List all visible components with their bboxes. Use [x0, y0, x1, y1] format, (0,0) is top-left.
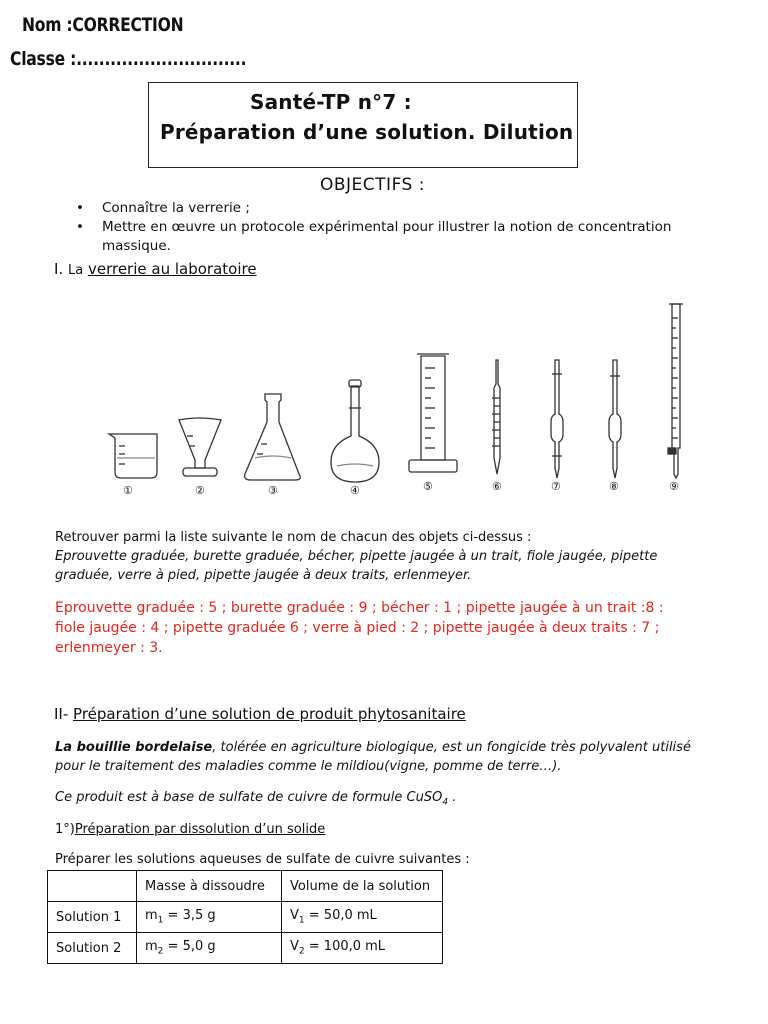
- label-2: ②: [195, 484, 205, 497]
- section1-title: verrerie au laboratoire: [87, 260, 257, 278]
- answer-line1: Eprouvette graduée : 5 ; burette graduée : 9 ; bécher : 1 ; pipette jaugée à un trait :8 :: [55, 600, 664, 616]
- sub1-prefix: 1°): [55, 822, 75, 837]
- verre-a-pied-drawing: [179, 418, 221, 476]
- section1-heading: [54, 260, 257, 278]
- label-5: ⑤: [423, 480, 433, 493]
- objectives-heading: OBJECTIFS :: [320, 175, 425, 195]
- objective-text: Connaître la verrerie ;: [102, 200, 250, 216]
- objectives-list: [76, 199, 736, 256]
- answer-line2: fiole jaugée : 4 ; pipette graduée 6 ; verre à pied : 2 ; pipette jaugée à deux traits : 7 ;: [55, 620, 660, 636]
- label-1: ①: [123, 484, 133, 497]
- table-row: [48, 902, 443, 933]
- label-8: ⑧: [609, 480, 619, 493]
- bouillie-line2: pour le traitement des maladies comme le mildiou(vigne, pomme de terre…).: [55, 759, 562, 774]
- burette-drawing: [668, 304, 683, 478]
- mass-sub: 2: [157, 946, 164, 957]
- sub1-heading: [55, 820, 325, 839]
- mass-cell: [137, 933, 282, 964]
- title-line1: Santé-TP n°7 :: [250, 90, 412, 114]
- question-list-line1: Eprouvette graduée, burette graduée, bécher, pipette jaugée à un trait, fiole jaugée, pipette: [55, 549, 658, 564]
- objective-item: [76, 218, 736, 256]
- volume-symbol: V: [290, 939, 299, 955]
- title-line2: Préparation d’une solution. Dilution: [160, 120, 574, 144]
- section2-title: Préparation d’une solution de produit phytosanitaire: [73, 705, 466, 723]
- label-9: ⑨: [669, 480, 679, 493]
- mass-symbol: m: [145, 908, 158, 924]
- pipette-deux-traits-drawing: [551, 360, 563, 478]
- fiole-jaugee-drawing: [331, 380, 379, 482]
- becher-drawing: [109, 434, 157, 478]
- label-4: ④: [350, 484, 360, 497]
- mass-value: = 3,5 g: [163, 908, 216, 924]
- volume-symbol: V: [290, 908, 299, 924]
- table-header-cell: [48, 871, 137, 902]
- question-prompt: Retrouver parmi la liste suivante le nom de chacun des objets ci-dessus :: [55, 530, 532, 545]
- objective-text-continued: massique.: [102, 238, 171, 254]
- bouillie-formula-sub: 4: [442, 797, 449, 808]
- volume-value: = 50,0 mL: [304, 908, 377, 924]
- bouillie-formula-end: .: [448, 790, 457, 805]
- table-header-cell: Volume de la solution: [282, 871, 443, 902]
- question-list-line2: graduée, verre à pied, pipette jaugée à deux traits, erlenmeyer.: [55, 568, 472, 583]
- mass-value: = 5,0 g: [163, 939, 216, 955]
- eprouvette-drawing: [409, 354, 457, 472]
- section1-prefix: La: [67, 263, 84, 278]
- solutions-table: [47, 870, 443, 964]
- section2-number: II-: [54, 705, 69, 723]
- label-6: ⑥: [492, 480, 502, 493]
- mass-cell: [137, 902, 282, 933]
- table-header-cell: Masse à dissoudre: [137, 871, 282, 902]
- label-7: ⑦: [551, 480, 561, 493]
- pipette-un-trait-drawing: [609, 360, 621, 478]
- table-row: [48, 933, 443, 964]
- table-header-row: [48, 871, 443, 902]
- class-label: Classe :..............................: [10, 48, 247, 70]
- prepare-text: Préparer les solutions aqueuses de sulfate de cuivre suivantes :: [55, 852, 470, 867]
- erlenmeyer-drawing: [245, 394, 301, 480]
- volume-sub: 1: [298, 915, 305, 926]
- name-label: Nom :CORRECTION: [22, 14, 184, 36]
- solution-name: Solution 1: [48, 902, 137, 933]
- bouillie-formula-text: Ce produit est à base de sulfate de cuivre de formule CuSO: [55, 790, 443, 805]
- bouillie-line1-rest: , tolérée en agriculture biologique, est un fongicide très polyvalent utilisé: [212, 740, 691, 755]
- objective-text: Mettre en œuvre un protocole expérimental pour illustrer la notion de concentration: [102, 219, 672, 235]
- mass-sub: 1: [157, 915, 164, 926]
- pipette-graduee-drawing: [492, 360, 500, 474]
- glassware-illustration: [95, 298, 715, 510]
- label-3: ③: [268, 484, 278, 497]
- objective-item: [76, 199, 736, 218]
- bouillie-line3: [55, 788, 456, 813]
- volume-cell: [282, 933, 443, 964]
- sub1-title: Préparation par dissolution d’un solide: [74, 822, 326, 837]
- bouillie-line1: [55, 738, 691, 757]
- volume-sub: 2: [298, 946, 305, 957]
- bouillie-term: La bouillie bordelaise: [55, 740, 213, 755]
- section1-number: I.: [54, 260, 64, 278]
- volume-value: = 100,0 mL: [304, 939, 386, 955]
- answer-line3: erlenmeyer : 3.: [55, 640, 163, 656]
- section2-heading: [54, 705, 466, 723]
- solution-name: Solution 2: [48, 933, 137, 964]
- mass-symbol: m: [145, 939, 158, 955]
- volume-cell: [282, 902, 443, 933]
